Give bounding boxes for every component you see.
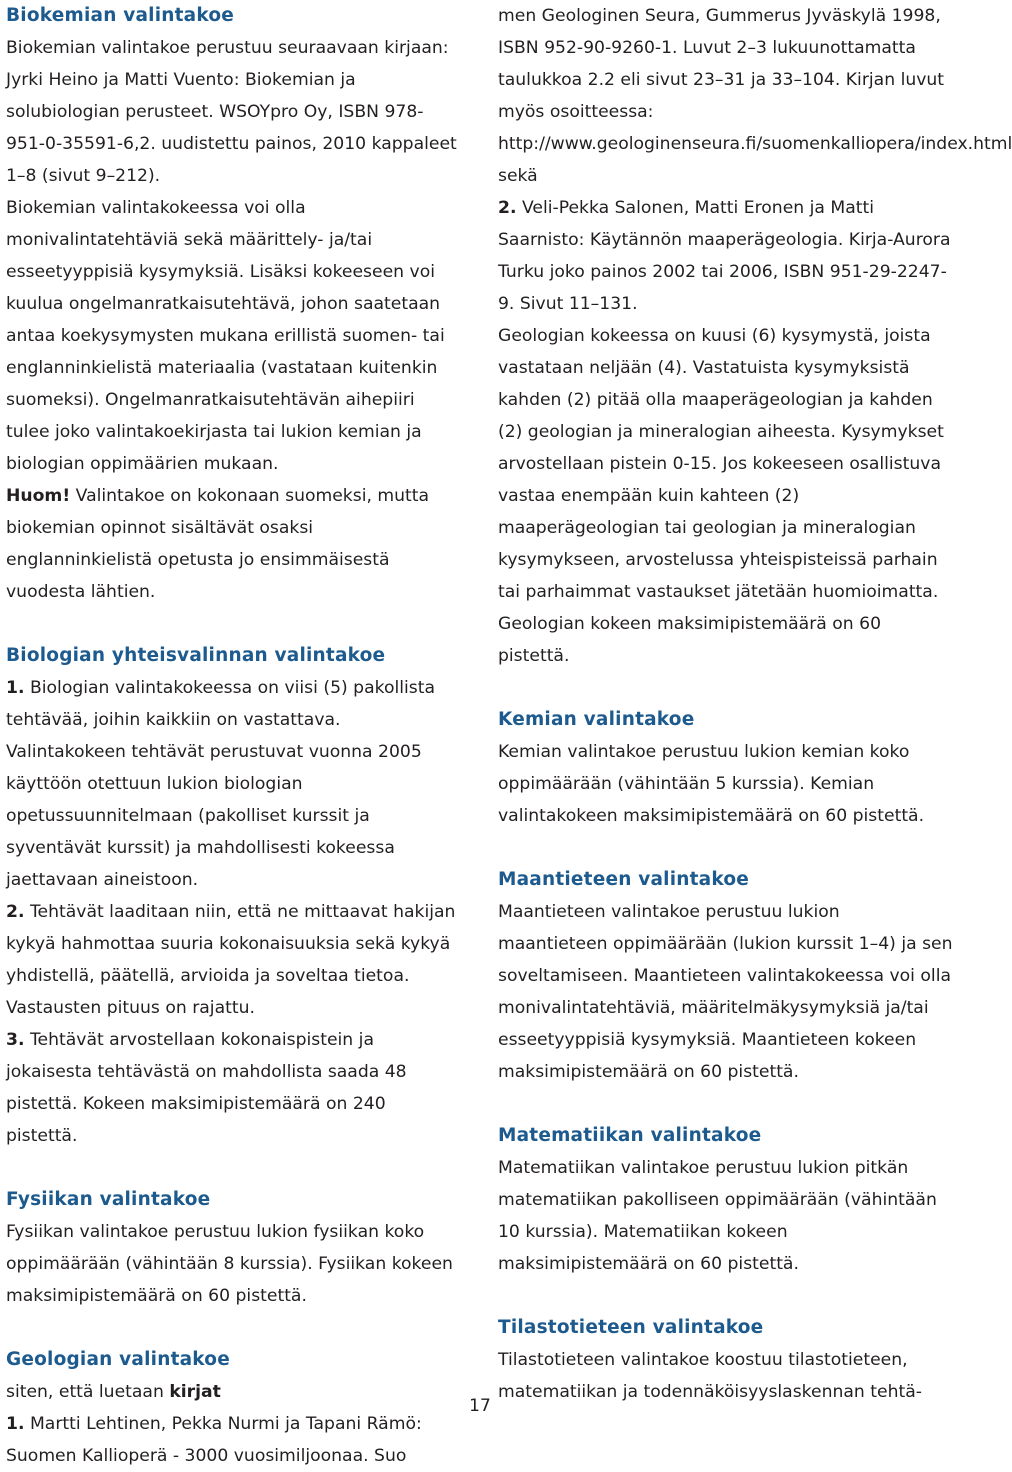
intro-text: siten, että luetaan: [6, 1382, 170, 1402]
item-text: Tehtävät laaditaan niin, että ne mittaavat hakijan kykyä hahmottaa suuria kokonaisuuksia sekä kykyä yhdistellä, päätellä, arvioida ja soveltaa tietoa. Vastausten pituus on rajattu.: [6, 902, 456, 1018]
section-biologia: [6, 640, 462, 1152]
section-biokemia: [6, 0, 462, 608]
heading-matematiikka: Matematiikan valintakoe: [498, 1125, 762, 1146]
note-text: Valintakoe on kokonaan suomeksi, mutta biokemian opinnot sisältävät osaksi englanninkielistä opetusta jo ensimmäisestä vuodesta lähtien.: [6, 486, 430, 602]
item-number: 2.: [498, 198, 517, 218]
section-geologia-continued: [498, 0, 1012, 672]
biologia-item-2: [6, 896, 462, 1024]
item-number: 1.: [6, 678, 25, 698]
heading-fysiikka: Fysiikan valintakoe: [6, 1189, 211, 1210]
section-matematiikka: [498, 1120, 954, 1280]
geologia-item-2: [498, 192, 954, 320]
fysiikka-paragraph: Fysiikan valintakoe perustuu lukion fysiikan koko oppimäärään (vähintään 8 kurssia). Fysiikan kokeen maksimipistemäärä on 60 pistettä.: [6, 1222, 453, 1306]
matematiikka-paragraph: Matematiikan valintakoe perustuu lukion pitkän matematiikan pakolliseen oppimäärään (vähintään 10 kurssia). Matematiikan kokeen maksimipistemäärä on 60 pistettä.: [498, 1158, 937, 1274]
geologia-exam-paragraph: Geologian kokeessa on kuusi (6) kysymystä, joista vastataan neljään (4). Vastatuista kysymyksistä kahden (2) pitää olla maaperägeologian ja kahden (2) geologian ja mineralogian aiheesta. Kysymykset arvostellaan pistein 0-15. Jos kokeeseen osallistuva vastaa enempään kuin kahteen (2) maaperägeologian tai geologian ja mineralogian kysymykseen, arvostelussa yhteispisteissä parhain tai parhaimmat vastaukset jätetään huomioimatta. Geologian kokeen maksimipistemäärä on 60 pistettä.: [498, 326, 944, 666]
left-column: [6, 0, 462, 1472]
item-text: Biologian valintakokeessa on viisi (5) pakollista tehtävää, joihin kaikkiin on vastattava. Valintakokeen tehtävät perustuvat vuonna 2005 käyttöön otettuun lukion biologian opetussuunnitelmaan (pakolliset kurssit ja syventävät kurssit) ja mahdollisesti kokeessa jaettavaan aineistoon.: [6, 678, 436, 890]
heading-tilastotiede: Tilastotieteen valintakoe: [498, 1317, 764, 1338]
item-number: 1.: [6, 1414, 25, 1434]
biokemia-paragraph-exam: Biokemian valintakokeessa voi olla monivalintatehtäviä sekä määrittely- ja/tai esseetyyppisiä kysymyksiä. Lisäksi kokeeseen voi kuulua ongelmanratkaisutehtävä, johon saatetaan antaa koekysymysten mukana erillistä suomen- tai englanninkielistä materiaalia (vastataan kuitenkin suomeksi). Ongelmanratkaisutehtävän aihepiiri tulee joko valintakoekirjasta tai lukion kemian ja biologian oppimäärien mukaan.: [6, 198, 445, 474]
item-text: Tehtävät arvostellaan kokonaispistein ja jokaisesta tehtävästä on mahdollista saada 48 pistettä. Kokeen maksimipistemäärä on 240 pistettä.: [6, 1030, 407, 1146]
item-number: 3.: [6, 1030, 25, 1050]
tilastotiede-paragraph: Tilastotieteen valintakoe koostuu tilastotieteen, matematiikan ja todennäköisyyslaskennan tehtä-: [498, 1350, 922, 1402]
kemia-paragraph: Kemian valintakoe perustuu lukion kemian koko oppimäärään (vähintään 5 kurssia). Kemian valintakokeen maksimipistemäärä on 60 pistettä.: [498, 742, 925, 826]
section-maantiede: [498, 864, 954, 1088]
item-number: 2.: [6, 902, 25, 922]
heading-geologia: Geologian valintakoe: [6, 1349, 230, 1370]
page-number: 17: [469, 1396, 491, 1416]
biokemia-paragraph-book: Biokemian valintakoe perustuu seuraavaan kirjaan: Jyrki Heino ja Matti Vuento: Biokemian ja solubiologian perusteet. WSOYpro Oy, ISBN 978-951-0-35591-6,2. uudistettu painos, 2010 kappaleet 1–8 (sivut 9–212).: [6, 38, 457, 186]
heading-biologia: Biologian yhteisvalinnan valintakoe: [6, 645, 386, 666]
heading-kemia: Kemian valintakoe: [498, 709, 695, 730]
biologia-item-3: [6, 1024, 462, 1152]
geologia-item-1-continued: men Geologinen Seura, Gummerus Jyväskylä 1998, ISBN 952-90-9260-1. Luvut 2–3 lukuunottamatta taulukkoa 2.2 eli sivut 23–31 ja 33–104. Kirjan luvut myös osoitteessa: http://www.geologinenseura.fi/suomenkalliopera/index.html: [498, 6, 1012, 154]
maantiede-paragraph: Maantieteen valintakoe perustuu lukion maantieteen oppimäärään (lukion kurssit 1–4) ja sen soveltamiseen. Maantieteen valintakokeessa voi olla monivalintatehtäviä, määritelmäkysymyksiä ja/tai esseetyyppisiä kysymyksiä. Maantieteen kokeen maksimipistemäärä on 60 pistettä.: [498, 902, 953, 1082]
item-text: Martti Lehtinen, Pekka Nurmi ja Tapani Rämö: Suomen Kallioperä - 3000 vuosimiljoonaa. Suo: [6, 1414, 422, 1466]
biologia-item-1: [6, 672, 462, 896]
section-fysiikka: [6, 1184, 462, 1312]
intro-strong: kirjat: [169, 1382, 221, 1402]
item-text: Veli-Pekka Salonen, Matti Eronen ja Matti Saarnisto: Käytännön maaperägeologia. Kirja-Aurora Turku joko painos 2002 tai 2006, ISBN 951-29-2247-9. Sivut 11–131.: [498, 198, 951, 314]
heading-biokemia: Biokemian valintakoe: [6, 5, 235, 26]
heading-maantiede: Maantieteen valintakoe: [498, 869, 750, 890]
right-column: [498, 0, 1012, 1408]
note-label: Huom!: [6, 486, 71, 506]
biokemia-note: [6, 480, 462, 608]
geologia-seka: sekä: [498, 166, 538, 186]
section-kemia: [498, 704, 954, 832]
